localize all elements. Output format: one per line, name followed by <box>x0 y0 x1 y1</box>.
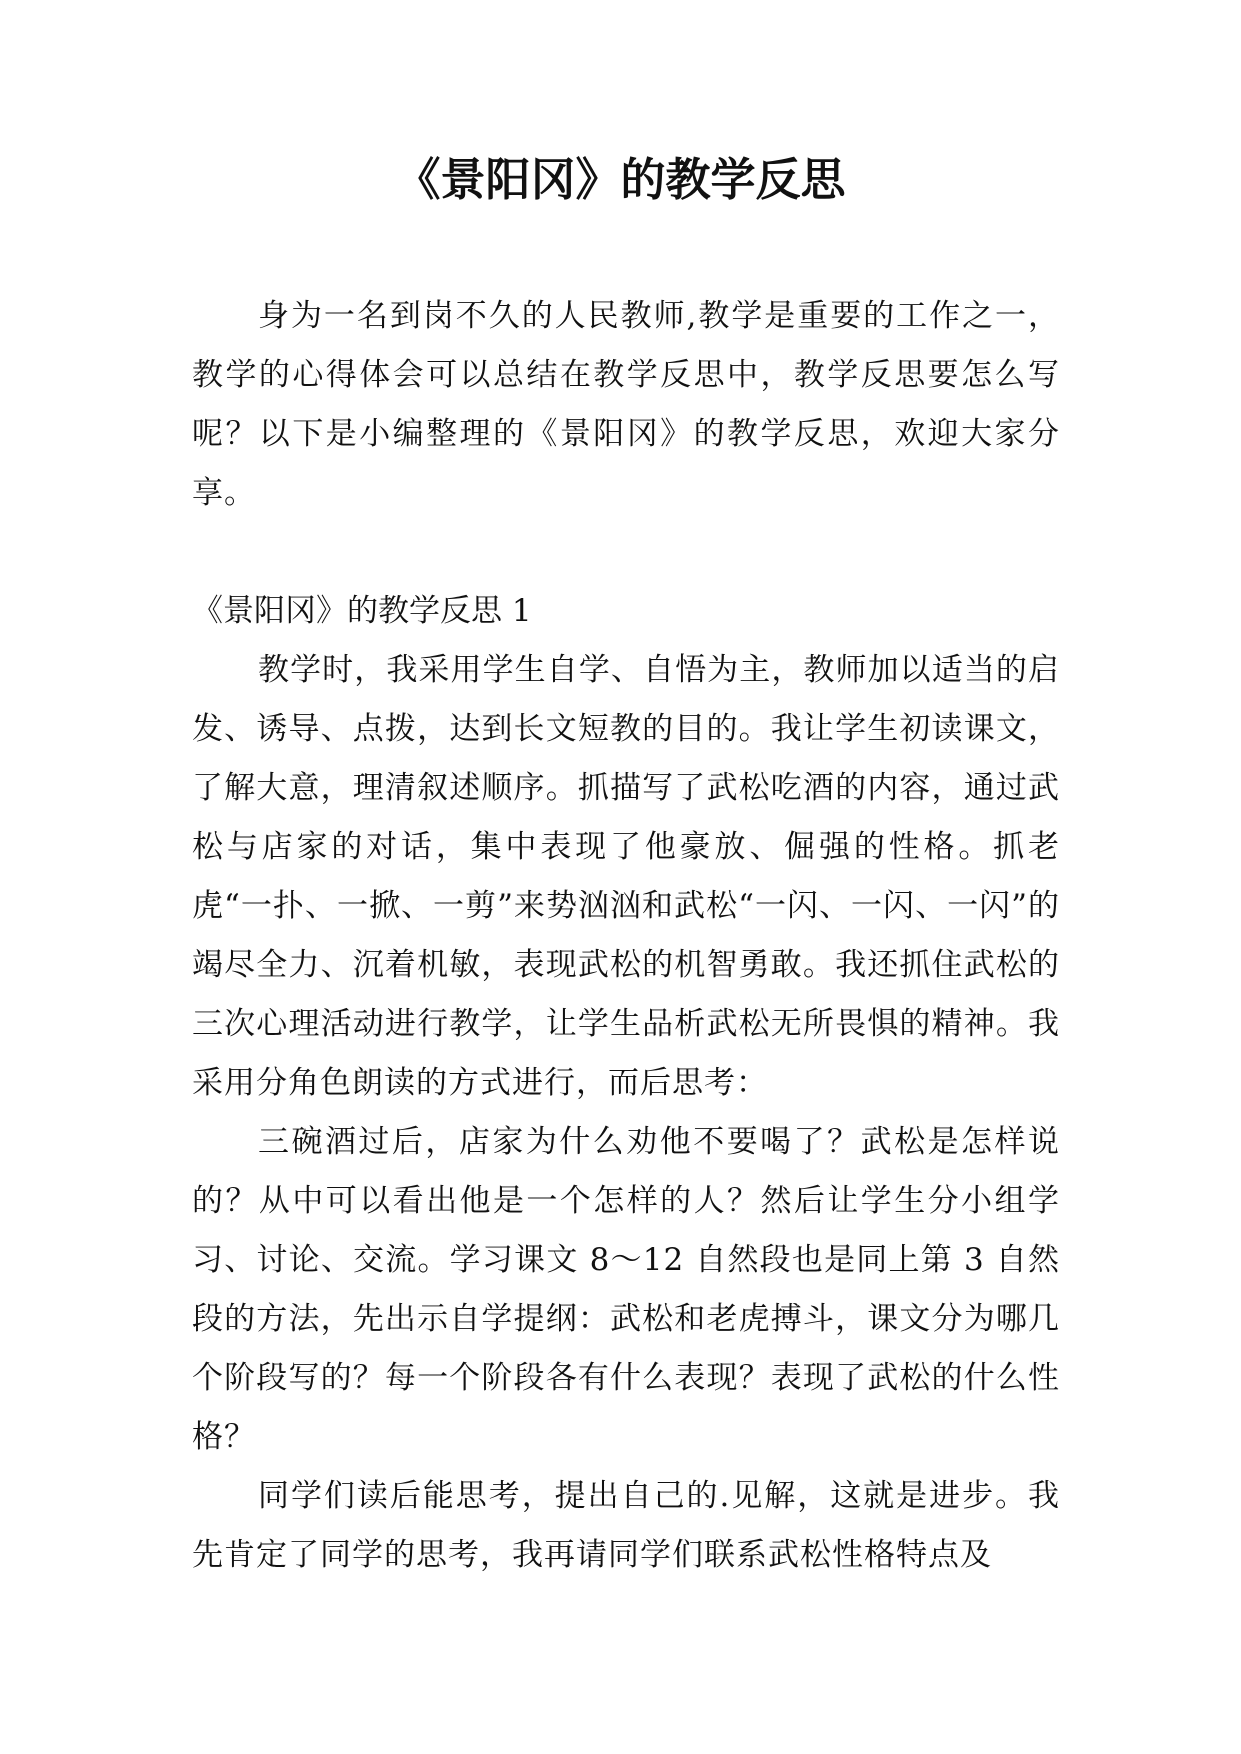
section-paragraph-2: 三碗酒过后，店家为什么劝他不要喝了？武松是怎样说的？从中可以看出他是一个怎样的人？然后让学生分小组学习、讨论、交流。学习课文 8～12 自然段也是同上第 3 自然段的方法，先出示自学提纲：武松和老虎搏斗，课文分为哪几个阶段写的？每一个阶段各有什么表现？表现了武松的什么性格？ <box>192 1124 1060 1455</box>
section-paragraph-1: 教学时，我采用学生自学、自悟为主，教师加以适当的启发、诱导、点拨，达到长文短教的目的。我让学生初读课文，了解大意，理清叙述顺序。抓描写了武松吃酒的内容，通过武松与店家的对话，集中表现了他豪放、倔强的性格。抓老虎“一扑、一掀、一剪”来势汹汹和武松“一闪、一闪、一闪”的竭尽全力、沉着机敏，表现武松的机智勇敢。我还抓住武松的三次心理活动进行教学，让学生品析武松无所畏惧的精神。我采用分角色朗读的方式进行，而后思考： <box>192 652 1060 1101</box>
section-paragraph-3: 同学们读后能思考，提出自己的.见解，这就是进步。我先肯定了同学的思考，我再请同学们联系武松性格特点及 <box>192 1478 1060 1573</box>
paragraph-spacer <box>192 523 1060 582</box>
document-body <box>192 287 1060 1585</box>
document-title: 《景阳冈》的教学反思 <box>395 153 846 206</box>
section-heading: 《景阳冈》的教学反思 1 <box>192 593 532 629</box>
intro-paragraph: 身为一名到岗不久的人民教师,教学是重要的工作之一，教学的心得体会可以总结在教学反思中，教学反思要怎么写呢？以下是小编整理的《景阳冈》的教学反思，欢迎大家分享。 <box>192 298 1060 511</box>
